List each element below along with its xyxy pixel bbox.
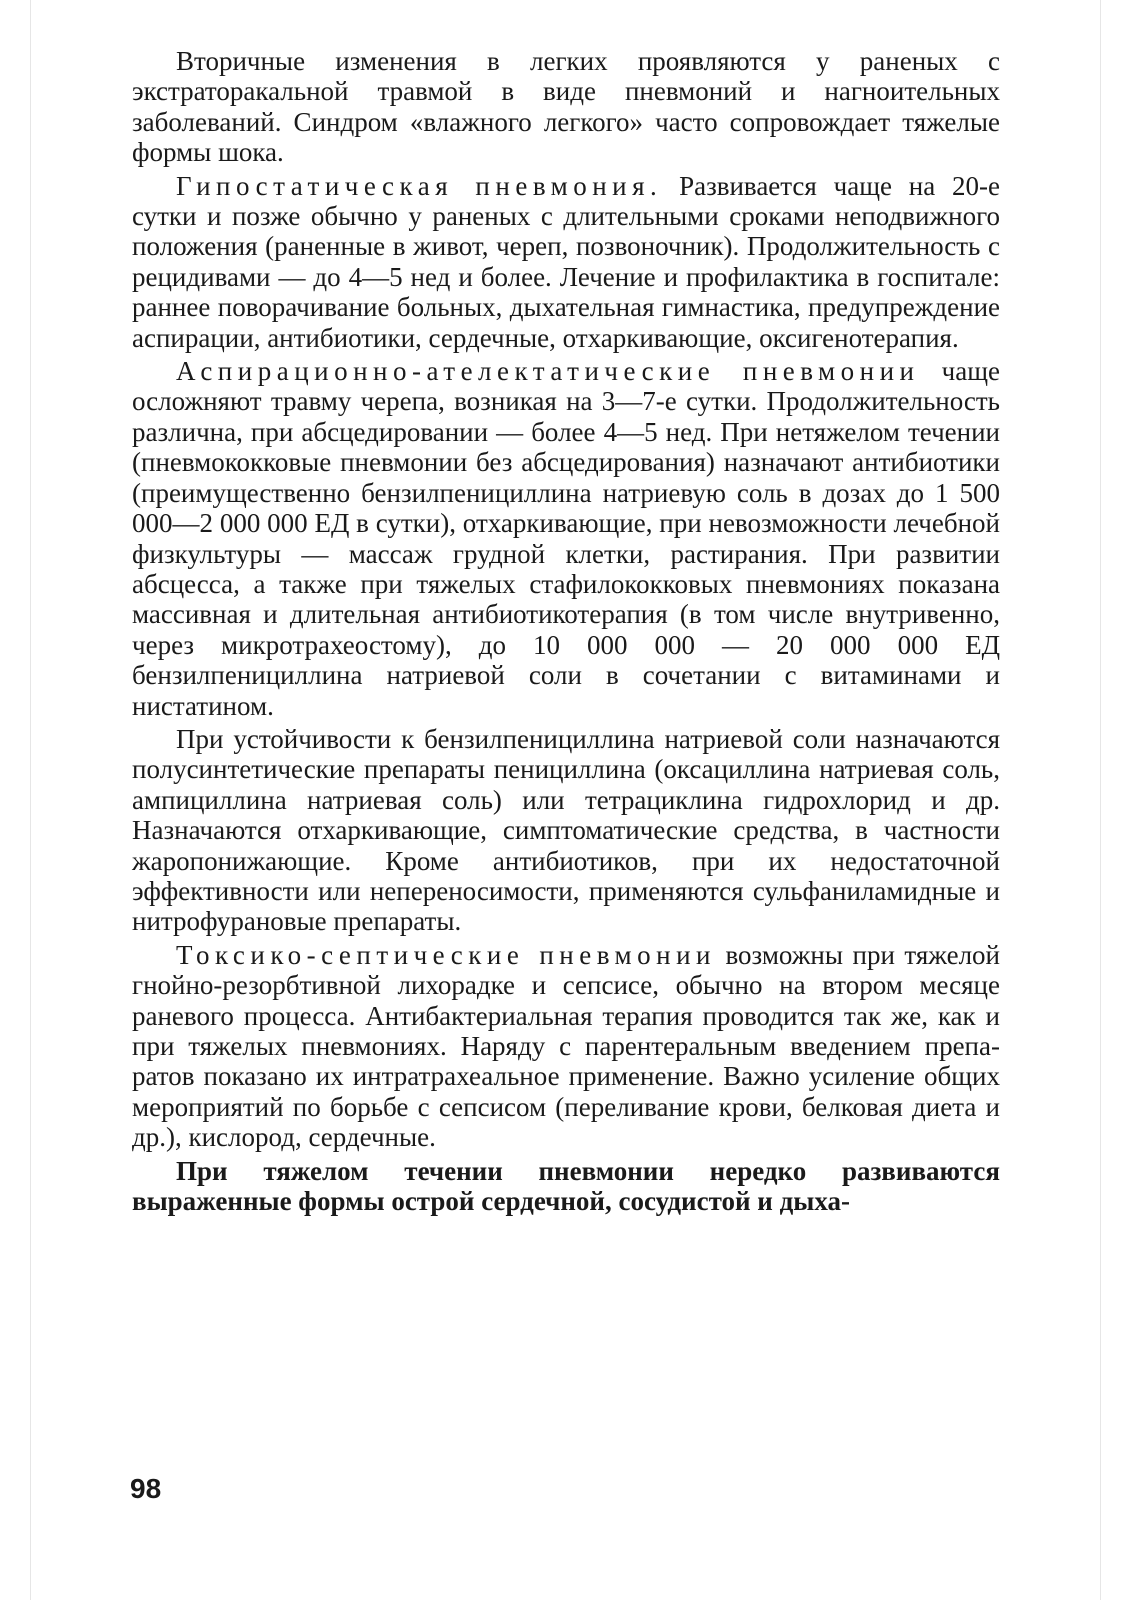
paragraph-text: При устойчивости к бензилпенициллина натриевой соли назначаются полусинтетические препараты пенициллина (оксациллина натриевая соль, ампициллина натриевая соль) или тетрациклина гидрохлорид и др. Назначаются отхаркивающие, симптоматические средства, в частности жаропонижающие. Кроме антибиотиков, при их недостаточной эффективности или непереносимости, применяются сульфаниламидные и нитрофурановые препараты. (132, 723, 1000, 937)
paragraph-text: Вторичные изменения в легких проявляются у раненых с экстраторакальной травмой в виде пневмоний и нагноительных заболеваний. Синдром «влажного легкого» часто сопровождает тяжелые формы шока. (132, 46, 1000, 168)
paragraph-aspiration-pneumonia (132, 356, 1000, 721)
paragraph-hypostatic-pneumonia (132, 171, 1000, 353)
paragraph-text: Развивается чаще на 20-е сутки и позже обычно у раненых с длительными сроками неподвижного положения (раненные в живот, череп, позвоночник). Продолжительность с рецидивами — до 4—5 нед и более. Лечение и профилактика в госпитале: раннее поворачивание больных, дыхательная гимнастика, предупреждение аспирации, антибиотики, сердечные, отхаркивающие, оксигенотерапия. (132, 170, 1000, 353)
scan-edge-left (30, 0, 31, 1600)
paragraph-lead: Токсико-септические пневмонии (176, 939, 716, 970)
scan-edge-right (1100, 0, 1101, 1600)
body-text (132, 46, 1000, 1216)
paragraph-lead: Гипостатическая пневмония. (176, 170, 663, 201)
paragraph-severe-course (132, 1156, 1000, 1217)
paragraph-lead: Аспирационно-ателектатические пневмонии (176, 356, 920, 387)
paragraph-text: При тяжелом течении пневмонии нередко развиваются выраженные формы острой сердечной, сосудистой и дыха- (132, 1155, 1000, 1217)
paragraph-text: чаще осложняют травму черепа, возникая на 3—7-е сутки. Продолжительность различна, при абсцедировании — более 4—5 нед. При нетяжелом течении (пневмококковые пневмонии без абсцедирования) назначают антибиотики (преимущественно бензилпенициллина натриевую соль в дозах до 1 500 000—2 000 000 ЕД в сутки), отхаркивающие, при невозможности лечебной физкультуры — массаж грудной клетки, растирания. При развитии абсцесса, а также при тяжелых стафилококковых пневмониях показана массивная и длительная антибиотикотерапия (в том числе внутривенно, через микротрахеостому), до 10 000 000 — 20 000 000 ЕД бензилпенициллина натриевой соли в сочетании с витаминами и нистатином. (132, 356, 1000, 721)
page-number: 98 (130, 1473, 162, 1504)
paragraph-secondary-changes (132, 46, 1000, 168)
paragraph-resistance (132, 724, 1000, 937)
paragraph-toxic-septic-pneumonia (132, 940, 1000, 1153)
paragraph-text: возможны при тяжелой гнойно-резорбтивной лихорадке и сепсисе, обычно на втором месяце раневого процесса. Антибактериальная терапия проводится так же, как и при тяжелых пневмониях. Наряду с парентеральным введением препаратов показано их интратрахеальное применение. Важно усиление общих мероприятий по борьбе с сепсисом (переливание крови, белковая диета и др.), кислород, сердечные. (132, 939, 1000, 1153)
